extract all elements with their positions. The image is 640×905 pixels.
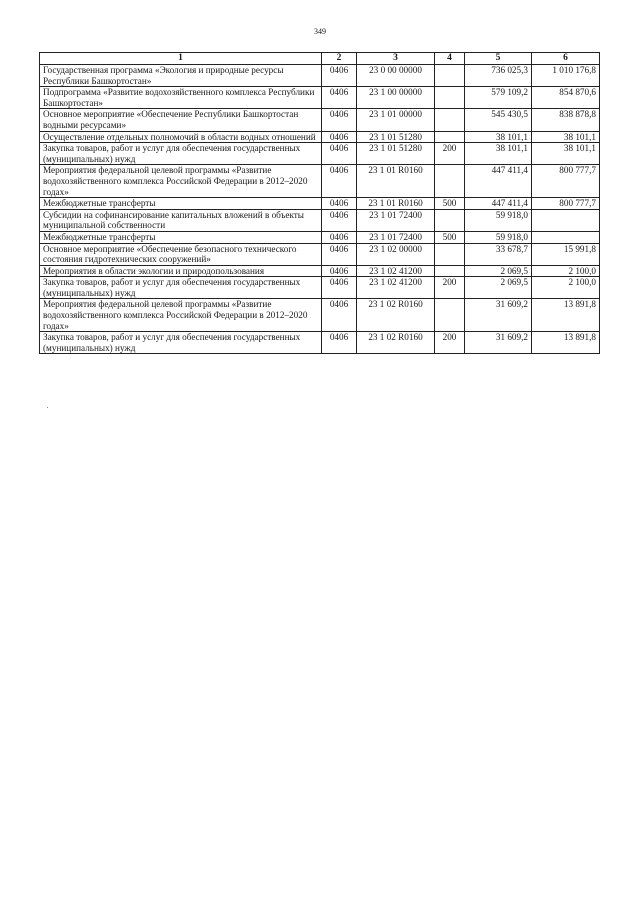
row-type-cell bbox=[435, 65, 465, 87]
table-row bbox=[40, 198, 600, 210]
row-section-cell: 0406 bbox=[322, 209, 357, 231]
budget-table bbox=[39, 52, 600, 354]
row-article-cell: 23 1 02 41200 bbox=[357, 277, 435, 299]
row-type-cell: 500 bbox=[435, 231, 465, 243]
row-amount-2020-cell: 38 101,1 bbox=[532, 131, 600, 143]
row-amount-2019-cell: 2 069,5 bbox=[465, 265, 532, 277]
row-section-cell: 0406 bbox=[322, 143, 357, 165]
row-article-cell: 23 1 01 72400 bbox=[357, 209, 435, 231]
row-amount-2020-cell: 838 878,8 bbox=[532, 109, 600, 131]
row-article-cell: 23 1 01 51280 bbox=[357, 143, 435, 165]
row-amount-2019-cell: 447 411,4 bbox=[465, 165, 532, 198]
row-name-cell: Осуществление отдельных полномочий в области водных отношений bbox=[40, 131, 322, 143]
row-type-cell bbox=[435, 209, 465, 231]
table-row bbox=[40, 165, 600, 198]
row-type-cell bbox=[435, 243, 465, 265]
row-section-cell: 0406 bbox=[322, 87, 357, 109]
row-section-cell: 0406 bbox=[322, 165, 357, 198]
row-name-cell: Закупка товаров, работ и услуг для обеспечения государственных (муниципальных) нужд bbox=[40, 143, 322, 165]
row-amount-2019-cell: 38 101,1 bbox=[465, 143, 532, 165]
row-article-cell: 23 1 01 00000 bbox=[357, 109, 435, 131]
row-name-cell: Субсидии на софинансирование капитальных вложений в объекты муниципальной собственности bbox=[40, 209, 322, 231]
table-row bbox=[40, 65, 600, 87]
table-row bbox=[40, 243, 600, 265]
row-amount-2020-cell: 38 101,1 bbox=[532, 143, 600, 165]
row-amount-2019-cell: 59 918,0 bbox=[465, 231, 532, 243]
table-row bbox=[40, 209, 600, 231]
row-article-cell: 23 1 02 00000 bbox=[357, 243, 435, 265]
row-amount-2020-cell: 13 891,8 bbox=[532, 299, 600, 332]
row-amount-2020-cell: 854 870,6 bbox=[532, 87, 600, 109]
row-article-cell: 23 1 01 R0160 bbox=[357, 165, 435, 198]
row-type-cell bbox=[435, 109, 465, 131]
row-amount-2019-cell: 2 069,5 bbox=[465, 277, 532, 299]
row-amount-2019-cell: 33 678,7 bbox=[465, 243, 532, 265]
column-header: 6 bbox=[532, 53, 600, 65]
row-amount-2019-cell: 579 109,2 bbox=[465, 87, 532, 109]
row-name-cell: Межбюджетные трансферты bbox=[40, 198, 322, 210]
row-amount-2019-cell: 59 918,0 bbox=[465, 209, 532, 231]
row-section-cell: 0406 bbox=[322, 243, 357, 265]
table-row bbox=[40, 143, 600, 165]
row-name-cell: Основное мероприятие «Обеспечение безопасного технического состояния гидротехнических сооружений» bbox=[40, 243, 322, 265]
table-row bbox=[40, 109, 600, 131]
row-amount-2019-cell: 736 025,3 bbox=[465, 65, 532, 87]
column-header: 3 bbox=[357, 53, 435, 65]
row-section-cell: 0406 bbox=[322, 265, 357, 277]
row-type-cell bbox=[435, 131, 465, 143]
row-name-cell: Мероприятия федеральной целевой программы «Развитие водохозяйственного комплекса Российской Федерации в 2012–2020 годах» bbox=[40, 165, 322, 198]
row-amount-2020-cell bbox=[532, 231, 600, 243]
row-article-cell: 23 1 01 51280 bbox=[357, 131, 435, 143]
row-name-cell: Основное мероприятие «Обеспечение Республики Башкортостан водными ресурсами» bbox=[40, 109, 322, 131]
column-header: 4 bbox=[435, 53, 465, 65]
row-amount-2020-cell: 2 100,0 bbox=[532, 277, 600, 299]
row-name-cell: Межбюджетные трансферты bbox=[40, 231, 322, 243]
row-section-cell: 0406 bbox=[322, 277, 357, 299]
row-article-cell: 23 1 02 R0160 bbox=[357, 299, 435, 332]
table-row bbox=[40, 299, 600, 332]
table-row bbox=[40, 277, 600, 299]
row-name-cell: Мероприятия в области экологии и природопользования bbox=[40, 265, 322, 277]
row-name-cell: Мероприятия федеральной целевой программы «Развитие водохозяйственного комплекса Российской Федерации в 2012–2020 годах» bbox=[40, 299, 322, 332]
row-amount-2019-cell: 38 101,1 bbox=[465, 131, 532, 143]
row-type-cell bbox=[435, 165, 465, 198]
page-number: 349 bbox=[314, 27, 326, 36]
row-name-cell: Закупка товаров, работ и услуг для обеспечения государственных (муниципальных) нужд bbox=[40, 332, 322, 354]
row-name-cell: Подпрограмма «Развитие водохозяйственного комплекса Республики Башкортостан» bbox=[40, 87, 322, 109]
row-type-cell bbox=[435, 299, 465, 332]
row-type-cell: 200 bbox=[435, 332, 465, 354]
table-header-row bbox=[40, 53, 600, 65]
row-section-cell: 0406 bbox=[322, 299, 357, 332]
table-row bbox=[40, 265, 600, 277]
row-amount-2020-cell: 800 777,7 bbox=[532, 198, 600, 210]
table-row bbox=[40, 131, 600, 143]
row-amount-2019-cell: 31 609,2 bbox=[465, 332, 532, 354]
row-section-cell: 0406 bbox=[322, 198, 357, 210]
row-section-cell: 0406 bbox=[322, 65, 357, 87]
row-article-cell: 23 1 02 41200 bbox=[357, 265, 435, 277]
row-article-cell: 23 1 02 R0160 bbox=[357, 332, 435, 354]
table-row bbox=[40, 87, 600, 109]
row-amount-2020-cell: 1 010 176,8 bbox=[532, 65, 600, 87]
column-header: 2 bbox=[322, 53, 357, 65]
row-article-cell: 23 0 00 00000 bbox=[357, 65, 435, 87]
row-amount-2020-cell: 2 100,0 bbox=[532, 265, 600, 277]
row-name-cell: Закупка товаров, работ и услуг для обеспечения государственных (муниципальных) нужд bbox=[40, 277, 322, 299]
column-header: 5 bbox=[465, 53, 532, 65]
row-section-cell: 0406 bbox=[322, 231, 357, 243]
row-amount-2019-cell: 545 430,5 bbox=[465, 109, 532, 131]
row-type-cell bbox=[435, 87, 465, 109]
row-amount-2020-cell: 13 891,8 bbox=[532, 332, 600, 354]
row-amount-2019-cell: 31 609,2 bbox=[465, 299, 532, 332]
row-amount-2019-cell: 447 411,4 bbox=[465, 198, 532, 210]
row-name-cell: Государственная программа «Экология и природные ресурсы Республики Башкортостан» bbox=[40, 65, 322, 87]
row-type-cell bbox=[435, 265, 465, 277]
table-body bbox=[40, 65, 600, 354]
table-row bbox=[40, 231, 600, 243]
row-amount-2020-cell: 15 991,8 bbox=[532, 243, 600, 265]
row-article-cell: 23 1 00 00000 bbox=[357, 87, 435, 109]
row-section-cell: 0406 bbox=[322, 109, 357, 131]
table-row bbox=[40, 332, 600, 354]
row-type-cell: 200 bbox=[435, 143, 465, 165]
row-section-cell: 0406 bbox=[322, 131, 357, 143]
row-type-cell: 500 bbox=[435, 198, 465, 210]
column-header: 1 bbox=[40, 53, 322, 65]
row-article-cell: 23 1 01 R0160 bbox=[357, 198, 435, 210]
row-article-cell: 23 1 01 72400 bbox=[357, 231, 435, 243]
row-section-cell: 0406 bbox=[322, 332, 357, 354]
row-amount-2020-cell: 800 777,7 bbox=[532, 165, 600, 198]
row-type-cell: 200 bbox=[435, 277, 465, 299]
row-amount-2020-cell bbox=[532, 209, 600, 231]
scan-speck bbox=[47, 407, 48, 408]
